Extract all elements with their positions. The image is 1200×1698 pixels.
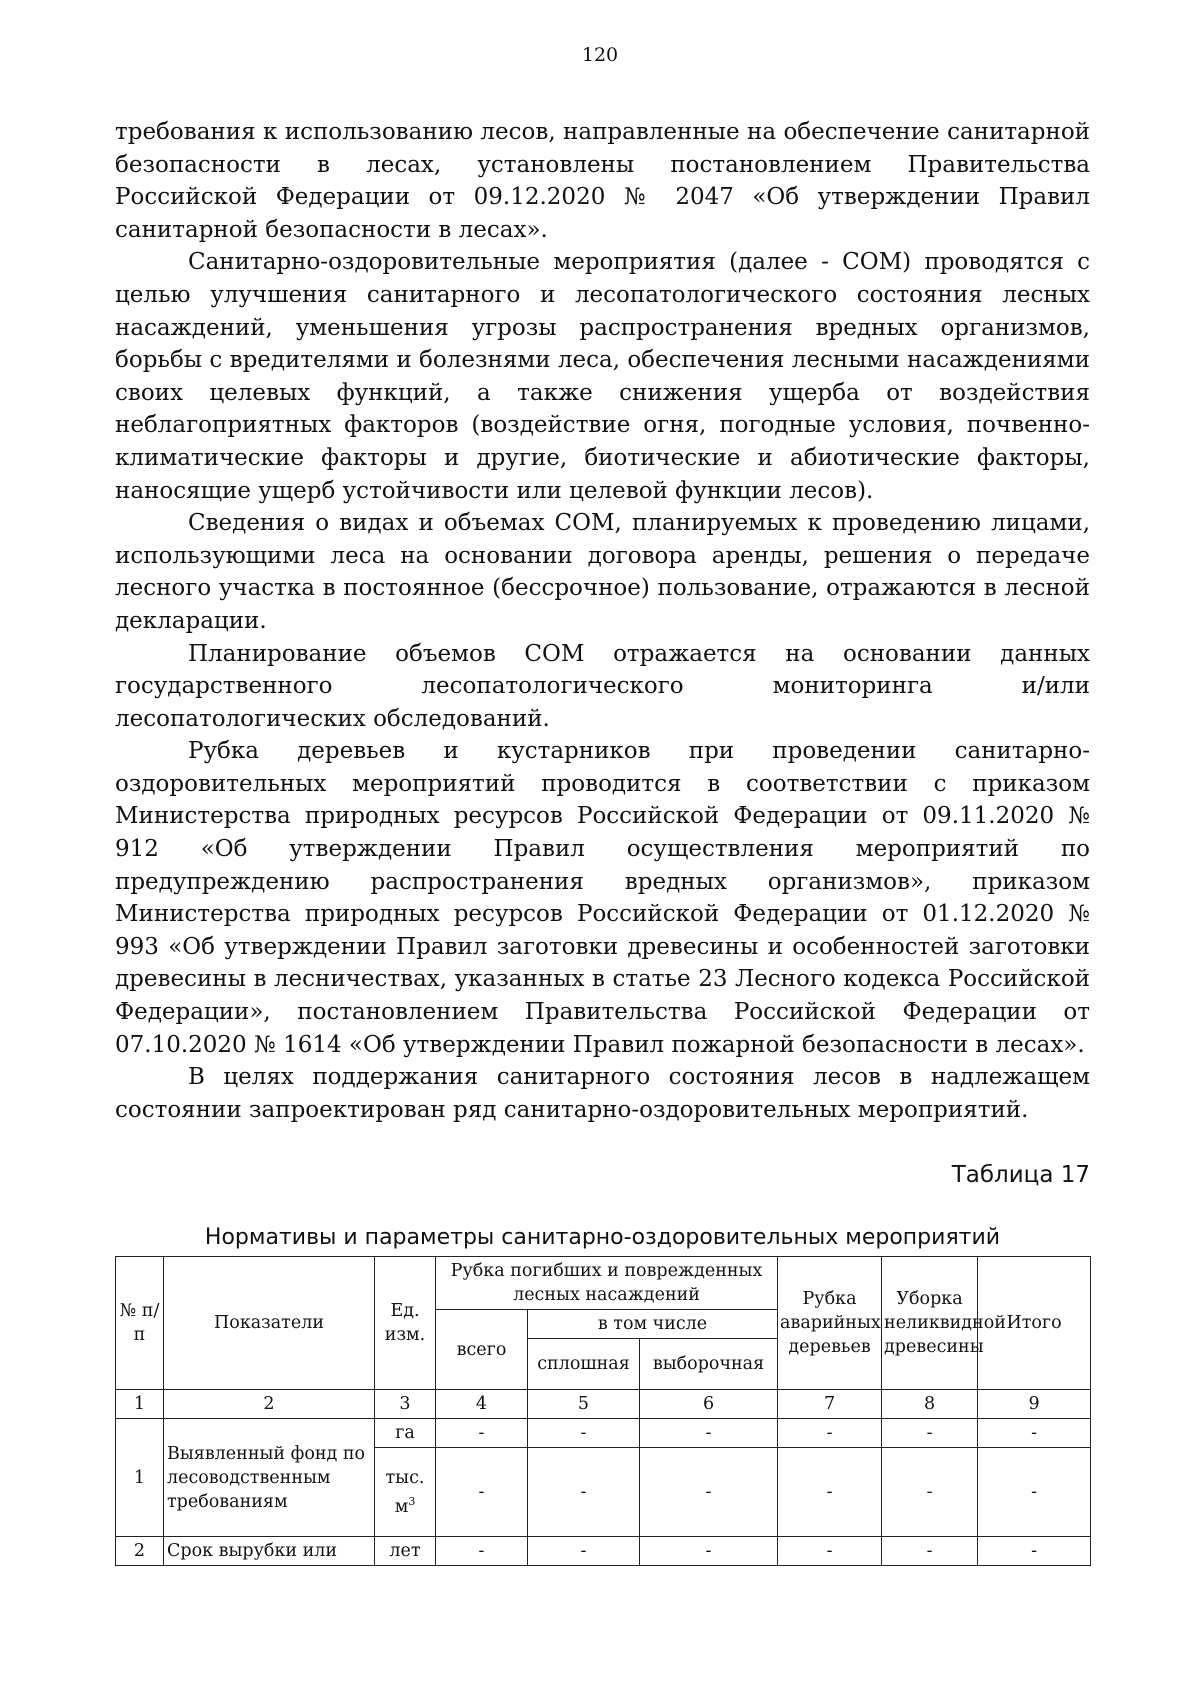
table-row <box>116 1419 1091 1448</box>
paragraph: Санитарно-оздоровительные мероприятия (далее - СОМ) проводятся с целью улучшения санитарного и лесопатологического состояния лесных насаждений, уменьшения угрозы распространения вредных организмов, борьбы с вредителями и болезнями леса, обеспечения лесными насаждениями своих целевых функций, а также снижения ущерба от воздействия неблагоприятных факторов (воздействие огня, погодные условия, почвенно-климатические факторы и другие, биотические и абиотические факторы, наносящие ущерб устойчивости или целевой функции лесов). <box>115 249 1090 504</box>
paragraph: Планирование объемов СОМ отражается на основании данных государственного лесопатологического мониторинга и/или лесопатологических обследований. <box>115 640 1090 732</box>
col-number: 6 <box>640 1390 778 1419</box>
unit-superscript: 3 <box>408 1494 416 1508</box>
col-number: 4 <box>436 1390 528 1419</box>
table-cell: - <box>882 1419 978 1448</box>
col-number: 5 <box>528 1390 640 1419</box>
page-number: 120 <box>581 44 619 66</box>
row-unit: лет <box>375 1537 436 1566</box>
paragraph: Рубка деревьев и кустарников при проведении санитарно-оздоровительных мероприятий проводится в соответствии с приказом Министерства природных ресурсов Российской Федерации от 09.11.2020 № 912 «Об утверждении Правил осуществления мероприятий по предупреждению распространения вредных организмов», приказом Министерства природных ресурсов Российской Федерации от 01.12.2020 № 993 «Об утверждении Правил заготовки древесины и особенностей заготовки древесины в лесничествах, указанных в статье 23 Лесного кодекса Российской Федерации», постановлением Правительства Российской Федерации от 07.10.2020 № 1614 «Об утверждении Правил пожарной безопасности в лесах». <box>115 738 1090 1058</box>
table-row <box>116 1537 1091 1566</box>
row-indicator: Срок вырубки или <box>164 1537 375 1566</box>
header-including: в том числе <box>528 1310 778 1339</box>
table-cell: - <box>528 1419 640 1448</box>
table-cell: - <box>528 1448 640 1537</box>
paragraph: В целях поддержания санитарного состояния лесов в надлежащем состоянии запроектирован ряд санитарно-оздоровительных мероприятий. <box>115 1064 1090 1123</box>
col-number: 1 <box>116 1390 164 1419</box>
row-unit: га <box>375 1419 436 1448</box>
table-cell: - <box>978 1448 1091 1537</box>
header-total-all: всего <box>436 1310 528 1390</box>
header-num: № п/п <box>116 1257 164 1390</box>
header-selective: выборочная <box>640 1339 778 1390</box>
table-cell: - <box>778 1537 882 1566</box>
header-total: Итого <box>978 1257 1091 1390</box>
table-cell: - <box>640 1448 778 1537</box>
table-caption: Нормативы и параметры санитарно-оздоровительных мероприятий <box>204 1225 1001 1250</box>
row-num: 1 <box>116 1419 164 1537</box>
paragraph: Сведения о видах и объемах СОМ, планируемых к проведению лицами, использующими леса на основании договора аренды, решения о передаче лесного участка в постоянное (бессрочное) пользование, отражаются в лесной декларации. <box>115 510 1090 634</box>
paragraph: требования к использованию лесов, направленные на обеспечение санитарной безопасности в лесах, установлены постановлением Правительства Российской Федерации от 09.12.2020 № 2047 «Об утверждении Правил санитарной безопасности в лесах». <box>115 119 1090 243</box>
table-cell: - <box>882 1537 978 1566</box>
col-number: 7 <box>778 1390 882 1419</box>
header-cleanup: Уборка неликвидной древесины <box>882 1257 978 1390</box>
row-indicator: Выявленный фонд по лесоводственным требованиям <box>164 1419 375 1537</box>
col-number: 9 <box>978 1390 1091 1419</box>
body-text <box>115 116 1090 1126</box>
unit-text: тыс. м <box>385 1467 425 1517</box>
header-unit: Ед. изм. <box>375 1257 436 1390</box>
table-label: Таблица 17 <box>951 1162 1090 1188</box>
table-cell: - <box>640 1537 778 1566</box>
header-felling-dead: Рубка погибших и поврежденных лесных насаждений <box>436 1257 778 1310</box>
col-number: 8 <box>882 1390 978 1419</box>
row-unit <box>375 1448 436 1537</box>
table-cell: - <box>978 1537 1091 1566</box>
table-cell: - <box>436 1537 528 1566</box>
col-number: 3 <box>375 1390 436 1419</box>
table-cell: - <box>436 1448 528 1537</box>
row-num: 2 <box>116 1537 164 1566</box>
header-indicators: Показатели <box>164 1257 375 1390</box>
table-cell: - <box>978 1419 1091 1448</box>
table-cell: - <box>778 1419 882 1448</box>
header-clear: сплошная <box>528 1339 640 1390</box>
norms-table <box>115 1256 1091 1566</box>
table-cell: - <box>436 1419 528 1448</box>
table-cell: - <box>528 1537 640 1566</box>
col-number: 2 <box>164 1390 375 1419</box>
table-cell: - <box>778 1448 882 1537</box>
header-emergency: Рубка аварийных деревьев <box>778 1257 882 1390</box>
table-cell: - <box>640 1419 778 1448</box>
table-cell: - <box>882 1448 978 1537</box>
